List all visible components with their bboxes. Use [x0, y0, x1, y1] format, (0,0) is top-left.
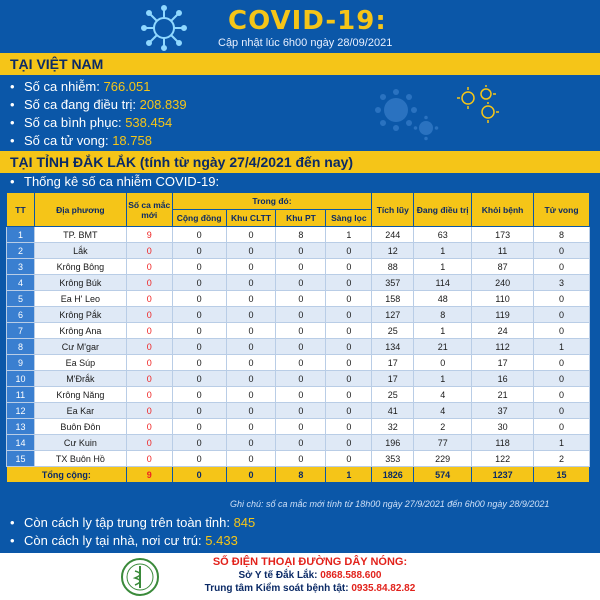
table-cell: 0	[276, 355, 326, 371]
table-cell: 229	[414, 451, 472, 467]
table-cell: 0	[276, 387, 326, 403]
locality-cell: Krông Ana	[34, 323, 126, 339]
table-cell: 1237	[472, 467, 534, 483]
table-row	[7, 403, 590, 419]
table-cell: 574	[414, 467, 472, 483]
col-locality: Địa phương	[34, 193, 126, 227]
row-number: 2	[7, 243, 35, 259]
table-cell: 0	[126, 451, 172, 467]
table-cell: 122	[472, 451, 534, 467]
hotline-title: SỐ ĐIỆN THOẠI ĐƯỜNG DÂY NÓNG:	[212, 556, 408, 568]
table-cell: 0	[276, 259, 326, 275]
table-cell: 11	[472, 243, 534, 259]
table-cell: 0	[534, 403, 590, 419]
isolation-centralized: • Còn cách ly tập trung trên toàn tỉnh: 845	[10, 515, 256, 530]
table-cell: 1826	[372, 467, 414, 483]
row-number: 4	[7, 275, 35, 291]
table-cell: 0	[326, 435, 372, 451]
table-cell: 3	[534, 275, 590, 291]
table-intro: • Thống kê số ca nhiễm COVID-19:	[10, 174, 220, 189]
table-cell: 0	[172, 291, 226, 307]
locality-cell: Krông Búk	[34, 275, 126, 291]
table-cell: 1	[534, 435, 590, 451]
table-cell: 0	[276, 419, 326, 435]
table-cell: 0	[226, 291, 276, 307]
table-cell: 196	[372, 435, 414, 451]
row-number: 15	[7, 451, 35, 467]
locality-cell: Ea Súp	[34, 355, 126, 371]
table-cell: 0	[172, 323, 226, 339]
col-screening: Sàng lọc	[326, 210, 372, 227]
table-cell: 0	[276, 291, 326, 307]
table-cell: 0	[172, 355, 226, 371]
isolation-list	[10, 514, 255, 550]
table-cell: 0	[226, 323, 276, 339]
table-cell: 1	[414, 323, 472, 339]
section-heading-vietnam: TẠI VIỆT NAM	[0, 53, 600, 75]
table-cell: 1	[414, 371, 472, 387]
table-cell: 8	[276, 467, 326, 483]
table-cell: 0	[326, 259, 372, 275]
table-cell: 21	[472, 387, 534, 403]
row-number: 5	[7, 291, 35, 307]
table-row	[7, 371, 590, 387]
table-cell: 112	[472, 339, 534, 355]
table-cell: 0	[326, 371, 372, 387]
table-row	[7, 291, 590, 307]
table-cell: 77	[414, 435, 472, 451]
locality-cell: Cư Kuin	[34, 435, 126, 451]
total-row	[7, 467, 590, 483]
table-cell: 0	[276, 371, 326, 387]
table-cell: 353	[372, 451, 414, 467]
table-cell: 0	[126, 419, 172, 435]
row-number: 14	[7, 435, 35, 451]
row-number: 1	[7, 227, 35, 243]
coronavirus-icon	[140, 4, 188, 52]
table-cell: 17	[472, 355, 534, 371]
table-row	[7, 227, 590, 243]
table-cell: 0	[276, 339, 326, 355]
table-cell: 0	[172, 387, 226, 403]
table-cell: 0	[172, 419, 226, 435]
table-cell: 0	[326, 339, 372, 355]
locality-cell: Krông Bông	[34, 259, 126, 275]
table-cell: 87	[472, 259, 534, 275]
table-cell: 0	[276, 451, 326, 467]
locality-cell: Cư M'gar	[34, 339, 126, 355]
table-cell: 0	[126, 275, 172, 291]
table-cell: 0	[276, 307, 326, 323]
table-cell: 0	[534, 259, 590, 275]
table-cell: 0	[276, 243, 326, 259]
table-cell: 9	[126, 227, 172, 243]
table-cell: 0	[276, 435, 326, 451]
table-row	[7, 451, 590, 467]
table-row	[7, 243, 590, 259]
table-cell: 0	[172, 259, 226, 275]
table-cell: 15	[534, 467, 590, 483]
table-cell: 0	[326, 323, 372, 339]
isolation-home: • Còn cách ly tại nhà, nơi cư trú: 5.433	[10, 533, 238, 548]
row-number: 7	[7, 323, 35, 339]
table-cell: 134	[372, 339, 414, 355]
table-cell: 0	[534, 307, 590, 323]
row-number: 11	[7, 387, 35, 403]
table-cell: 0	[276, 403, 326, 419]
table-cell: 0	[534, 371, 590, 387]
update-time: Cập nhật lúc 6h00 ngày 28/09/2021	[218, 37, 393, 49]
table-cell: 0	[126, 291, 172, 307]
table-cell: 0	[172, 307, 226, 323]
table-cell: 41	[372, 403, 414, 419]
table-cell: 0	[326, 307, 372, 323]
row-number: 3	[7, 259, 35, 275]
table-cell: 0	[326, 243, 372, 259]
table-cell: 21	[414, 339, 472, 355]
table-cell: 0	[126, 259, 172, 275]
col-cumulative: Tích lũy	[372, 193, 414, 227]
table-cell: 0	[326, 355, 372, 371]
row-number: 6	[7, 307, 35, 323]
table-row	[7, 259, 590, 275]
table-cell: 0	[534, 291, 590, 307]
col-deaths: Tử vong	[534, 193, 590, 227]
table-cell: 0	[226, 451, 276, 467]
table-cell: 88	[372, 259, 414, 275]
table-cell: 0	[534, 243, 590, 259]
table-cell: 4	[414, 403, 472, 419]
table-note: Ghi chú: số ca mắc mới tính từ 18h00 ngày 27/9/2021 đến 6h00 ngày 28/9/2021	[230, 499, 550, 509]
table-cell: 25	[372, 387, 414, 403]
table-cell: 158	[372, 291, 414, 307]
table-cell: 0	[126, 323, 172, 339]
locality-cell: TX Buôn Hồ	[34, 451, 126, 467]
table-row	[7, 435, 590, 451]
row-number: 8	[7, 339, 35, 355]
locality-cell: TP. BMT	[34, 227, 126, 243]
col-recovered: Khỏi bệnh	[472, 193, 534, 227]
table-cell: 0	[126, 355, 172, 371]
col-pt: Khu PT	[276, 210, 326, 227]
table-cell: 12	[372, 243, 414, 259]
table-cell: 0	[226, 467, 276, 483]
locality-cell: Ea H' Leo	[34, 291, 126, 307]
stat-recovered: • Số ca bình phục: 538.454	[10, 115, 173, 130]
table-cell: 0	[226, 371, 276, 387]
hotline-cdc: Trung tâm Kiểm soát bệnh tật: 0935.84.82.82	[204, 583, 416, 594]
locality-cell: Ea Kar	[34, 403, 126, 419]
table-cell: 0	[172, 371, 226, 387]
table-cell: 0	[414, 355, 472, 371]
table-cell: 0	[534, 323, 590, 339]
row-number: 12	[7, 403, 35, 419]
table-cell: 0	[534, 387, 590, 403]
table-cell: 0	[126, 371, 172, 387]
table-cell: 1	[326, 467, 372, 483]
table-cell: 2	[414, 419, 472, 435]
hotline-doh: Sở Y tế Đắk Lắk: 0868.588.600	[238, 570, 382, 581]
table-cell: 0	[326, 419, 372, 435]
table-cell: 48	[414, 291, 472, 307]
col-treating: Đang điều trị	[414, 193, 472, 227]
table-cell: 25	[372, 323, 414, 339]
table-cell: 1	[414, 243, 472, 259]
table-cell: 17	[372, 355, 414, 371]
ministry-of-health-logo	[120, 557, 160, 597]
table-cell: 0	[226, 307, 276, 323]
table-cell: 1	[534, 339, 590, 355]
table-cell: 1	[326, 227, 372, 243]
table-cell: 357	[372, 275, 414, 291]
daklak-cases-table	[6, 192, 590, 483]
table-cell: 0	[226, 339, 276, 355]
table-row	[7, 419, 590, 435]
section-heading-daklak: TẠI TỈNH ĐẮK LẮK (tính từ ngày 27/4/2021 đến nay)	[0, 151, 600, 173]
table-cell: 110	[472, 291, 534, 307]
table-cell: 0	[172, 403, 226, 419]
table-cell: 24	[472, 323, 534, 339]
virus-cluster-icon	[456, 84, 502, 124]
table-cell: 0	[226, 227, 276, 243]
table-cell: 0	[126, 339, 172, 355]
table-cell: 0	[172, 451, 226, 467]
table-cell: 0	[226, 259, 276, 275]
table-cell: 0	[126, 435, 172, 451]
table-cell: 0	[172, 435, 226, 451]
table-cell: 0	[126, 387, 172, 403]
table-cell: 0	[326, 451, 372, 467]
col-community: Cộng đồng	[172, 210, 226, 227]
table-cell: 240	[472, 275, 534, 291]
locality-cell: Krông Năng	[34, 387, 126, 403]
table-cell: 2	[534, 451, 590, 467]
hotline-cdc-number[interactable]: 0935.84.82.82	[351, 583, 416, 594]
locality-cell: Lắk	[34, 243, 126, 259]
table-cell: 17	[372, 371, 414, 387]
table-row	[7, 339, 590, 355]
table-cell: 0	[226, 419, 276, 435]
table-row	[7, 275, 590, 291]
table-cell: 0	[326, 387, 372, 403]
col-in-which: Trong đó:	[172, 193, 372, 210]
table-cell: 0	[226, 435, 276, 451]
table-cell: 9	[126, 467, 172, 483]
table-cell: 114	[414, 275, 472, 291]
virus-decoration-icon	[412, 114, 440, 142]
table-cell: 0	[126, 307, 172, 323]
row-number: 13	[7, 419, 35, 435]
stat-deaths: • Số ca tử vong: 18.758	[10, 133, 152, 148]
table-cell: 16	[472, 371, 534, 387]
table-cell: 0	[326, 275, 372, 291]
stat-infected: • Số ca nhiễm: 766.051	[10, 79, 151, 94]
row-number: 10	[7, 371, 35, 387]
header	[0, 0, 600, 52]
locality-cell: M'Đrắk	[34, 371, 126, 387]
table-cell: 0	[226, 355, 276, 371]
table-cell: 0	[534, 355, 590, 371]
page-title: COVID-19:	[228, 6, 387, 36]
table-cell: 30	[472, 419, 534, 435]
col-tt: TT	[7, 193, 35, 227]
table-cell: 0	[276, 323, 326, 339]
table-cell: 0	[226, 403, 276, 419]
table-cell: 0	[276, 275, 326, 291]
table-cell: 1	[414, 259, 472, 275]
col-cltt: Khu CLTT	[226, 210, 276, 227]
table-row	[7, 387, 590, 403]
table-row	[7, 307, 590, 323]
table-cell: 4	[414, 387, 472, 403]
table-cell: 0	[172, 339, 226, 355]
vietnam-stats-list	[10, 78, 187, 150]
table-cell: 8	[534, 227, 590, 243]
locality-cell: Buôn Đôn	[34, 419, 126, 435]
table-cell: 173	[472, 227, 534, 243]
table-cell: 0	[226, 275, 276, 291]
total-label: Tổng cộng:	[7, 467, 127, 483]
stat-treating: • Số ca đang điều trị: 208.839	[10, 97, 187, 112]
table-cell: 37	[472, 403, 534, 419]
table-cell: 244	[372, 227, 414, 243]
row-number: 9	[7, 355, 35, 371]
table-cell: 0	[534, 419, 590, 435]
table-cell: 0	[326, 291, 372, 307]
table-cell: 0	[126, 403, 172, 419]
table-row	[7, 355, 590, 371]
table-cell: 0	[326, 403, 372, 419]
col-new-cases: Số ca mắc mới	[126, 193, 172, 227]
table-cell: 119	[472, 307, 534, 323]
table-cell: 0	[172, 227, 226, 243]
table-cell: 127	[372, 307, 414, 323]
table-cell: 0	[172, 467, 226, 483]
table-cell: 32	[372, 419, 414, 435]
table-cell: 8	[276, 227, 326, 243]
table-cell: 0	[226, 243, 276, 259]
hotline-doh-number[interactable]: 0868.588.600	[320, 570, 382, 581]
table-cell: 0	[126, 243, 172, 259]
table-cell: 0	[172, 275, 226, 291]
table-row	[7, 323, 590, 339]
hotline-panel	[0, 553, 600, 600]
locality-cell: Krông Pắk	[34, 307, 126, 323]
table-cell: 63	[414, 227, 472, 243]
table-cell: 0	[172, 243, 226, 259]
table-cell: 118	[472, 435, 534, 451]
table-cell: 0	[226, 387, 276, 403]
table-cell: 8	[414, 307, 472, 323]
